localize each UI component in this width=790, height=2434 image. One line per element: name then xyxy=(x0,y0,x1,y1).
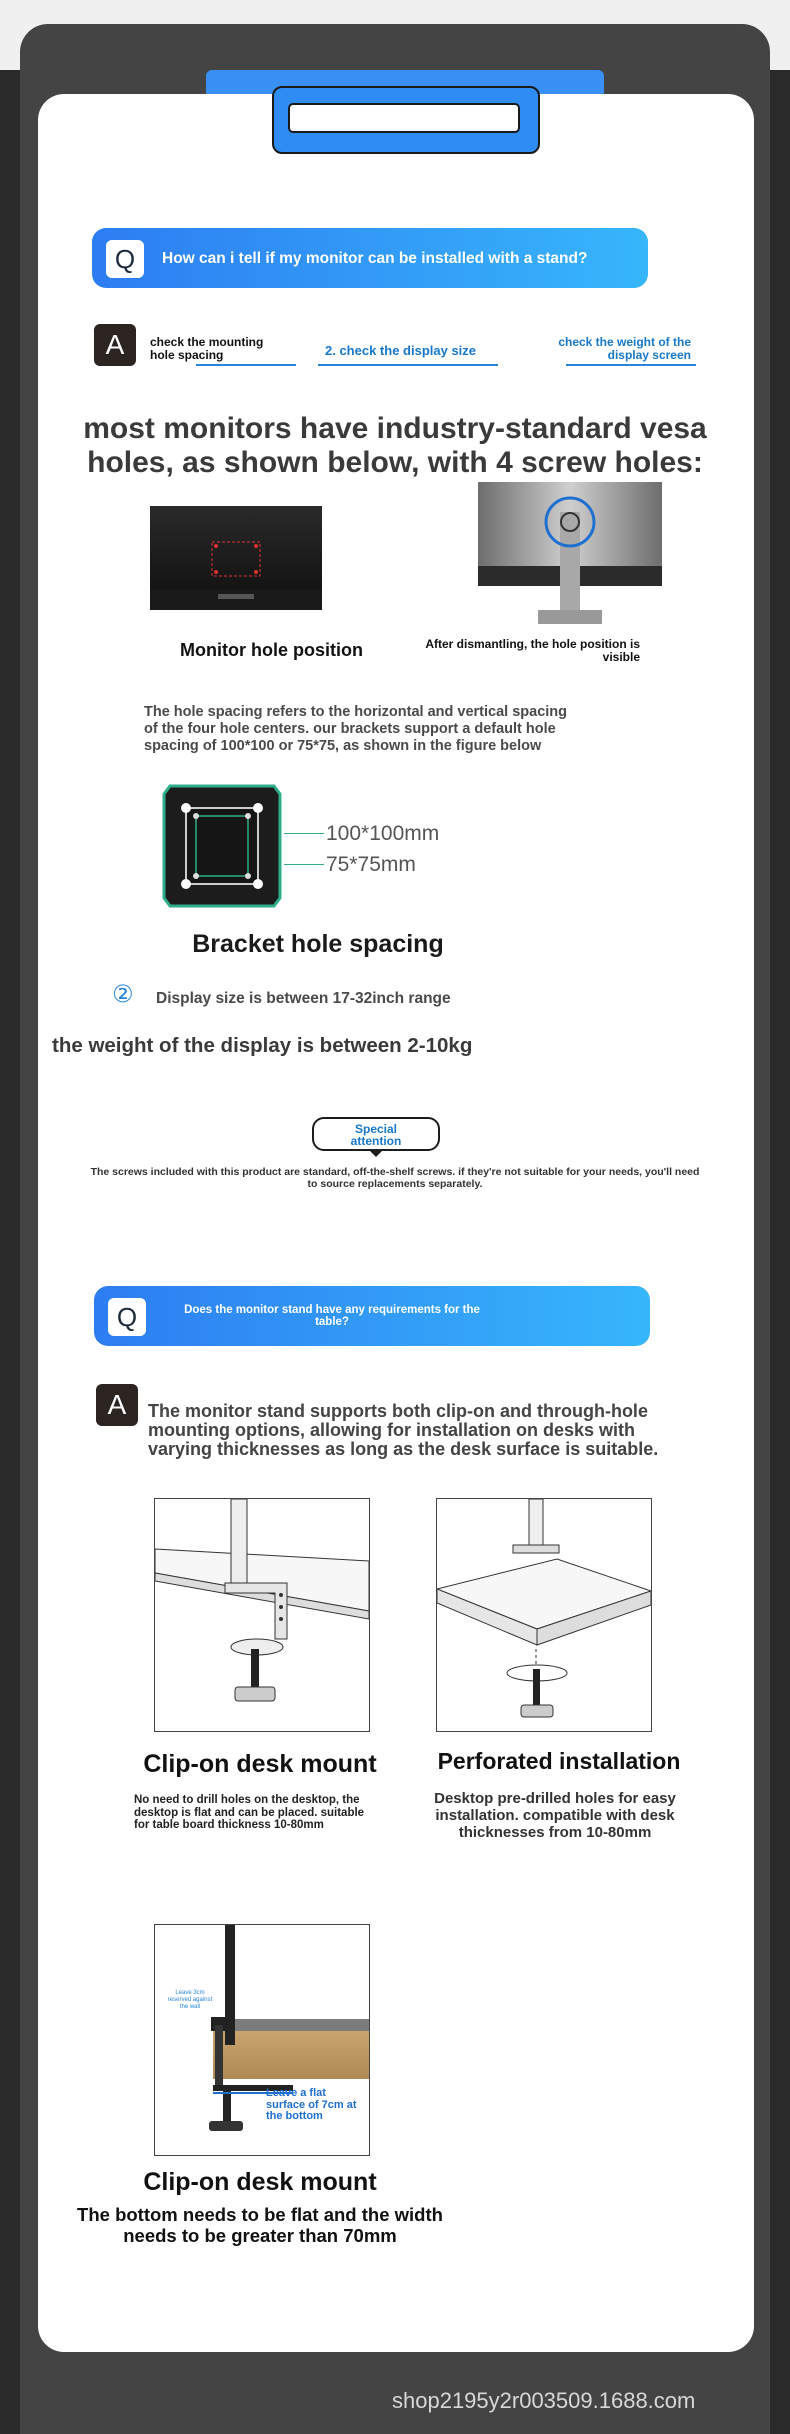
a-badge-1: A xyxy=(94,324,136,366)
a2-line3: varying thicknesses as long as the desk surface is suitable. xyxy=(148,1439,659,1459)
line-100 xyxy=(284,833,324,834)
a-badge-2: A xyxy=(96,1384,138,1426)
perforated-description xyxy=(410,1790,700,1841)
attention-line2: attention xyxy=(350,1134,402,1148)
clip2-line1: The bottom needs to be flat and the width xyxy=(77,2204,443,2225)
wall-note xyxy=(160,1990,220,2011)
wall-note-line3: the wall xyxy=(179,2004,201,2010)
vesa-heading xyxy=(40,412,750,480)
label-75mm: 75*75mm xyxy=(326,853,416,876)
size-text: Display size is between 17-32inch range xyxy=(156,990,451,1007)
size-marker: ② xyxy=(112,981,134,1008)
check-tab-2-line1: 2. check the display size xyxy=(325,343,477,358)
tab-underline-1 xyxy=(196,364,296,366)
q2-line2: table? xyxy=(315,1316,349,1328)
spacing-line3: spacing of 100*100 or 75*75, as shown in the figure below xyxy=(144,738,542,754)
a2-line2: mounting options, allowing for installation on desks with xyxy=(148,1420,635,1440)
spacing-description xyxy=(144,704,664,755)
flat-surface-note xyxy=(266,2088,366,2123)
vesa-heading-line2: holes, as shown below, with 4 screw holes: xyxy=(87,446,703,479)
label-100mm: 100*100mm xyxy=(326,822,440,845)
bracket-caption: Bracket hole spacing xyxy=(192,930,444,958)
check-tab-1-line1: check the mounting xyxy=(150,335,264,349)
q2-line1: Does the monitor stand have any requirements for the xyxy=(184,1304,480,1316)
flat-note-line2: surface of 7cm at xyxy=(266,2098,357,2111)
clip2-line2: needs to be greater than 70mm xyxy=(123,2225,397,2246)
perforated-title: Perforated installation xyxy=(437,1748,681,1774)
tab-underline-3 xyxy=(566,364,696,366)
clip-on-image xyxy=(154,1498,370,1732)
clip-on-title-2: Clip-on desk mount xyxy=(143,2168,377,2196)
monitor-back-image xyxy=(150,506,322,610)
check-tab-3[interactable] xyxy=(545,336,691,362)
wall-note-line2: reserved against xyxy=(167,1997,213,2003)
q-badge-1: Q xyxy=(106,240,144,278)
check-tab-3-line2: display screen xyxy=(607,348,691,362)
question-text-1: How can i tell if my monitor can be installed with a stand? xyxy=(162,250,588,267)
line-75 xyxy=(284,864,324,865)
check-tab-3-line1: check the weight of the xyxy=(558,335,691,349)
attention-line1: Special xyxy=(354,1122,398,1136)
clip-on-description xyxy=(134,1794,394,1832)
a2-line1: The monitor stand supports both clip-on and through-hole xyxy=(148,1401,648,1421)
perf-line3: thicknesses from 10-80mm xyxy=(458,1824,652,1841)
shop-url[interactable]: shop2195y2r003509.1688.com xyxy=(392,2388,696,2413)
attention-text-line1: The screws included with this product are standard, off-the-shelf screws. if they're not suitable for your needs, you'll need xyxy=(90,1166,700,1178)
spacing-line2: of the four hole centers. our brackets support a default hole xyxy=(144,721,556,737)
tab-underline-2 xyxy=(318,364,498,366)
clip-on-width-text xyxy=(40,2204,480,2246)
attention-text-line2: to source replacements separately. xyxy=(307,1178,483,1190)
attention-text xyxy=(40,1166,750,1190)
title-tab-field xyxy=(288,103,520,133)
spacing-line1: The hole spacing refers to the horizontal and vertical spacing xyxy=(144,704,568,720)
perf-line2: installation. compatible with desk xyxy=(435,1807,675,1824)
vesa-heading-line1: most monitors have industry-standard vesa xyxy=(83,412,707,445)
clip-line2: desktop is flat and can be placed. suitable xyxy=(134,1806,365,1819)
dismantle-caption-line2: visible xyxy=(602,650,640,664)
perf-line1: Desktop pre-drilled holes for easy xyxy=(434,1790,676,1807)
clip-on-title: Clip-on desk mount xyxy=(143,1750,377,1778)
check-tab-1-line2: hole spacing xyxy=(150,348,224,362)
attention-pointer xyxy=(368,1149,384,1157)
monitor-stand-image xyxy=(478,482,662,624)
check-tab-2[interactable] xyxy=(325,344,476,357)
weight-text: the weight of the display is between 2-10kg xyxy=(52,1034,473,1057)
perforated-image xyxy=(436,1498,652,1732)
monitor-hole-caption: Monitor hole position xyxy=(180,640,363,660)
question-text-2 xyxy=(162,1304,502,1328)
clip-line3: for table board thickness 10-80mm xyxy=(134,1819,324,1831)
clip-line1: No need to drill holes on the desktop, the xyxy=(134,1794,360,1806)
answer-text-2 xyxy=(148,1402,658,1459)
flat-note-line1: Leave a flat xyxy=(266,2087,326,2099)
wall-note-line1: Leave 3cm xyxy=(175,1990,205,1996)
dismantle-caption-line1: After dismantling, the hole position is xyxy=(425,637,640,651)
q-badge-2: Q xyxy=(108,1298,146,1336)
check-tab-1[interactable] xyxy=(150,336,263,362)
special-attention-badge xyxy=(312,1117,440,1151)
bracket-image xyxy=(160,782,284,910)
flat-note-line3: the bottom xyxy=(266,2110,323,2122)
dismantle-caption xyxy=(410,638,640,664)
